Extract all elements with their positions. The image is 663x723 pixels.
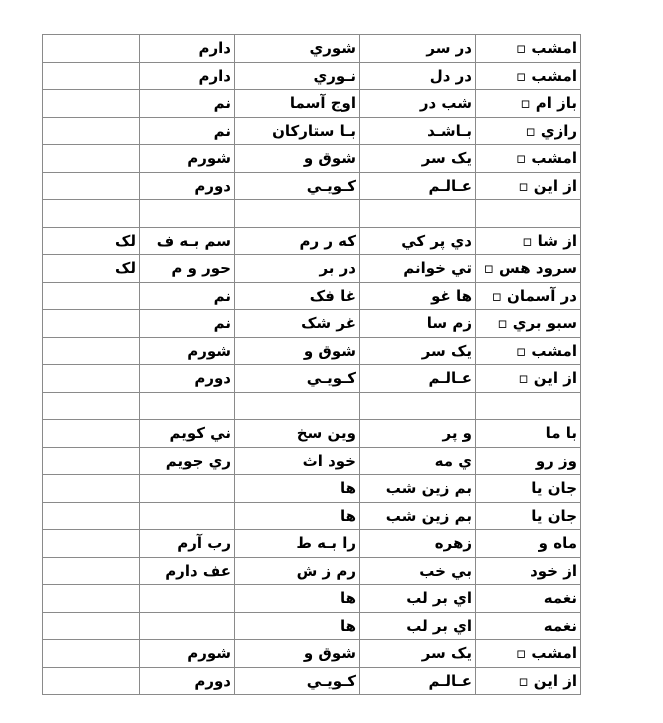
table-cell[interactable]: کـويـي [235,365,360,393]
table-cell[interactable] [43,667,140,695]
table-cell[interactable]: سرود هس ▫ [476,255,581,283]
table-cell[interactable] [140,612,235,640]
table-cell[interactable] [43,90,140,118]
table-cell[interactable] [43,365,140,393]
table-cell[interactable]: شوري [235,35,360,63]
table-cell[interactable]: دورم [140,365,235,393]
table-cell[interactable]: جان يا [476,475,581,503]
table-row [43,392,581,420]
table-row [43,62,581,90]
table-cell[interactable]: شوق و [235,337,360,365]
table-cell[interactable]: کـويـي [235,172,360,200]
table-cell[interactable]: جان يا [476,502,581,530]
table-cell[interactable]: امشب ▫ [476,35,581,63]
table-cell[interactable] [43,310,140,338]
table-cell[interactable]: نـوري [235,62,360,90]
table-cell[interactable]: بم زين شب [360,502,476,530]
table-cell[interactable]: ري جويم [140,447,235,475]
table-cell[interactable]: بـا ستارکان [235,117,360,145]
table-cell[interactable] [43,475,140,503]
table-cell[interactable]: لک [43,227,140,255]
table-row [43,35,581,63]
table-cell[interactable] [43,502,140,530]
table-cell[interactable]: در دل [360,62,476,90]
table-row [43,337,581,365]
table-cell[interactable]: رازي ▫ [476,117,581,145]
table-cell[interactable]: امشب ▫ [476,640,581,668]
table-row [43,640,581,668]
table-cell[interactable]: نغمه [476,585,581,613]
table-cell[interactable]: دي پر کي [360,227,476,255]
table-cell[interactable]: شورم [140,145,235,173]
table-row [43,502,581,530]
table-cell[interactable]: کـويـي [235,667,360,695]
table-cell[interactable]: ها [235,502,360,530]
table-cell[interactable]: شورم [140,337,235,365]
table-cell[interactable]: غا فک [235,282,360,310]
table-row [43,557,581,585]
table-row [43,200,581,228]
table-cell[interactable]: بي خب [360,557,476,585]
table-row [43,612,581,640]
table-cell[interactable]: ها [235,475,360,503]
table-cell[interactable]: اي بر لب [360,585,476,613]
table-cell[interactable] [43,282,140,310]
table-row [43,255,581,283]
table-cell[interactable]: يک سر [360,337,476,365]
table-cell[interactable] [360,200,476,228]
table-cell[interactable]: عـالـم [360,365,476,393]
table-cell[interactable] [235,200,360,228]
table-row [43,282,581,310]
table-cell[interactable]: با ما [476,420,581,448]
table-cell[interactable]: و پر [360,420,476,448]
table-cell[interactable]: بـاشـد [360,117,476,145]
table-cell[interactable]: دورم [140,172,235,200]
table-cell[interactable]: ها غو [360,282,476,310]
spreadsheet-body [43,35,581,695]
table-cell[interactable]: شب در [360,90,476,118]
table-cell[interactable] [43,640,140,668]
table-row [43,530,581,558]
table-cell[interactable]: امشب ▫ [476,145,581,173]
table-cell[interactable] [43,35,140,63]
table-cell[interactable] [43,585,140,613]
table-row [43,420,581,448]
table-row [43,667,581,695]
table-cell[interactable]: نغمه [476,612,581,640]
table-cell[interactable]: لک [43,255,140,283]
table-row [43,365,581,393]
table-cell[interactable] [43,172,140,200]
table-cell[interactable]: امشب ▫ [476,337,581,365]
table-cell[interactable] [140,200,235,228]
table-cell[interactable]: در سر [360,35,476,63]
table-cell[interactable] [43,145,140,173]
table-row [43,117,581,145]
table-cell[interactable]: تي خوانم [360,255,476,283]
table-row [43,90,581,118]
table-cell[interactable]: زهره [360,530,476,558]
spreadsheet-table [42,34,581,695]
table-cell[interactable]: از خود [476,557,581,585]
table-row [43,475,581,503]
table-cell[interactable] [140,475,235,503]
table-cell[interactable] [43,612,140,640]
table-cell[interactable]: نم [140,117,235,145]
table-cell[interactable]: شوق و [235,640,360,668]
table-cell[interactable]: دارم [140,62,235,90]
table-row [43,145,581,173]
table-cell[interactable] [43,557,140,585]
table-cell[interactable]: خود اث [235,447,360,475]
table-cell[interactable]: غر شک [235,310,360,338]
table-cell[interactable] [140,585,235,613]
table-cell[interactable]: در بر [235,255,360,283]
table-cell[interactable]: باز ام ▫ [476,90,581,118]
table-cell[interactable]: حور و م [140,255,235,283]
table-cell[interactable]: نم [140,90,235,118]
table-cell[interactable] [43,447,140,475]
table-cell[interactable]: سبو بري ▫ [476,310,581,338]
table-cell[interactable] [235,392,360,420]
table-cell[interactable]: زم سا [360,310,476,338]
table-cell[interactable] [476,392,581,420]
table-cell[interactable] [140,502,235,530]
table-cell[interactable]: دارم [140,35,235,63]
table-cell[interactable] [43,62,140,90]
table-cell[interactable] [43,337,140,365]
table-cell[interactable]: نم [140,282,235,310]
table-cell[interactable]: ني کويم [140,420,235,448]
table-cell[interactable]: بم زين شب [360,475,476,503]
table-cell[interactable]: وز رو [476,447,581,475]
table-cell[interactable] [360,392,476,420]
table-cell[interactable]: در آسمان ▫ [476,282,581,310]
table-cell[interactable]: از شا ▫ [476,227,581,255]
table-row [43,585,581,613]
table-row [43,447,581,475]
table-cell[interactable]: شوق و [235,145,360,173]
table-cell[interactable]: وين سخ [235,420,360,448]
table-cell[interactable]: از اين ▫ [476,667,581,695]
table-cell[interactable]: را بـه ط [235,530,360,558]
table-cell[interactable]: از اين ▫ [476,172,581,200]
table-cell[interactable]: شورم [140,640,235,668]
table-cell[interactable] [43,117,140,145]
table-cell[interactable]: ها [235,585,360,613]
table-cell[interactable] [140,392,235,420]
table-cell[interactable] [43,530,140,558]
table-cell[interactable]: عـالـم [360,172,476,200]
table-cell[interactable]: سم بـه ف [140,227,235,255]
table-cell[interactable]: عف دارم [140,557,235,585]
table-cell[interactable]: نم [140,310,235,338]
table-row [43,310,581,338]
table-row [43,227,581,255]
table-row [43,172,581,200]
table-cell[interactable]: ي مه [360,447,476,475]
table-cell[interactable]: که ر رم [235,227,360,255]
table-cell[interactable] [476,200,581,228]
table-cell[interactable]: ها [235,612,360,640]
table-cell[interactable]: رب آرم [140,530,235,558]
table-cell[interactable] [43,392,140,420]
table-cell[interactable]: رم ز ش [235,557,360,585]
table-cell[interactable] [43,420,140,448]
table-cell[interactable]: دورم [140,667,235,695]
table-cell[interactable]: ماه و [476,530,581,558]
table-cell[interactable]: يک سر [360,640,476,668]
table-cell[interactable]: عـالـم [360,667,476,695]
table-cell[interactable]: اي بر لب [360,612,476,640]
table-cell[interactable]: يک سر [360,145,476,173]
table-cell[interactable] [43,200,140,228]
table-cell[interactable]: امشب ▫ [476,62,581,90]
table-cell[interactable]: از اين ▫ [476,365,581,393]
table-cell[interactable]: اوج آسما [235,90,360,118]
